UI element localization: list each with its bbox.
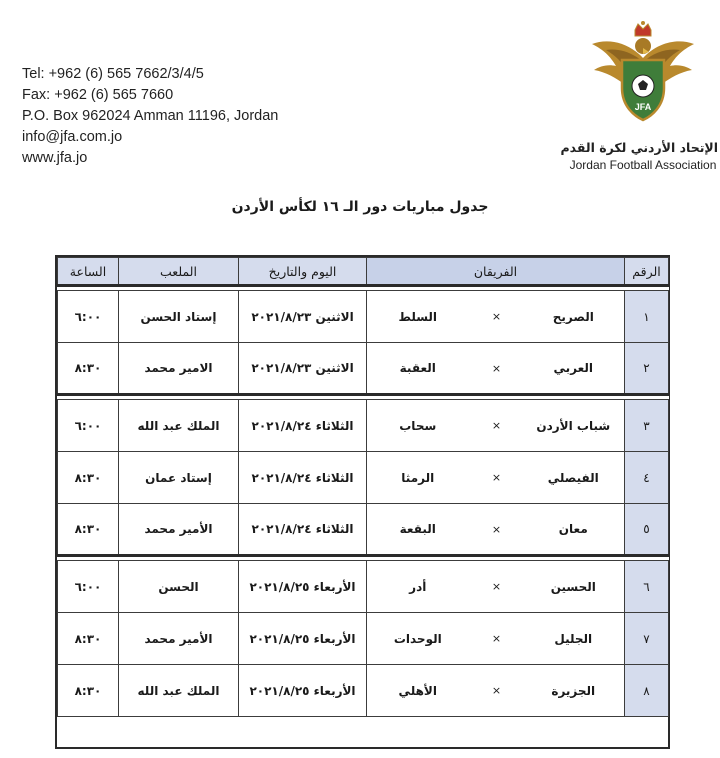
- table-row: [58, 400, 669, 452]
- header-date: اليوم والتاريخ: [239, 258, 367, 286]
- match-date: الثلاثاء ٢٠٢١/٨/٢٤: [239, 452, 367, 504]
- match-date: الاثنين ٢٠٢١/٨/٢٣: [239, 291, 367, 343]
- header-teams: الفريقان: [367, 258, 625, 286]
- home-team: شباب الأردن: [525, 400, 625, 452]
- versus-mark: ×: [469, 504, 525, 556]
- contact-info: [22, 64, 322, 169]
- contact-email: info@jfa.com.jo: [22, 129, 123, 145]
- home-team: الجليل: [525, 613, 625, 665]
- versus-mark: ×: [469, 561, 525, 613]
- match-time: ٨:٣٠: [58, 452, 119, 504]
- match-number: ٧: [625, 613, 669, 665]
- match-date: الأربعاء ٢٠٢١/٨/٢٥: [239, 561, 367, 613]
- contact-website: www.jfa.jo: [22, 150, 88, 166]
- match-number: ٥: [625, 504, 669, 556]
- header-time: الساعة: [58, 258, 119, 286]
- table-row: [58, 452, 669, 504]
- table-row: [58, 343, 669, 395]
- contact-tel: Tel: +962 (6) 565 7662/3/4/5: [22, 66, 204, 82]
- home-team: الصريح: [525, 291, 625, 343]
- match-number: ٤: [625, 452, 669, 504]
- page-title: جدول مباريات دور الـ ١٦ لكأس الأردن: [231, 199, 489, 215]
- match-time: ٨:٣٠: [58, 665, 119, 717]
- table-row: [58, 504, 669, 556]
- jfa-logo-block: [560, 20, 718, 185]
- jfa-eagle-logo-icon: [588, 20, 698, 130]
- versus-mark: ×: [469, 343, 525, 395]
- table-row: [58, 291, 669, 343]
- match-number: ٦: [625, 561, 669, 613]
- match-time: ٦:٠٠: [58, 291, 119, 343]
- match-venue: الحسن: [119, 561, 239, 613]
- jfa-logo-text: JFA: [634, 102, 652, 112]
- match-number: ٨: [625, 665, 669, 717]
- home-team: معان: [525, 504, 625, 556]
- match-schedule-table: [57, 257, 669, 717]
- home-team: العربي: [525, 343, 625, 395]
- match-number: ٣: [625, 400, 669, 452]
- home-team: الفيصلي: [525, 452, 625, 504]
- versus-mark: ×: [469, 613, 525, 665]
- table-row: [58, 561, 669, 613]
- match-date: الثلاثاء ٢٠٢١/٨/٢٤: [239, 400, 367, 452]
- away-team: سحاب: [367, 400, 469, 452]
- match-venue: إستاد عمان: [119, 452, 239, 504]
- match-date: الاثنين ٢٠٢١/٨/٢٣: [239, 343, 367, 395]
- versus-mark: ×: [469, 452, 525, 504]
- match-time: ٦:٠٠: [58, 400, 119, 452]
- contact-pobox: P.O. Box 962024 Amman 11196, Jordan: [22, 108, 279, 124]
- versus-mark: ×: [469, 400, 525, 452]
- table-row: [58, 665, 669, 717]
- away-team: أدر: [367, 561, 469, 613]
- match-number: ٢: [625, 343, 669, 395]
- away-team: السلط: [367, 291, 469, 343]
- match-venue: الأمير محمد: [119, 613, 239, 665]
- org-name-arabic: الإتحاد الأردني لكرة القدم: [560, 140, 718, 155]
- away-team: الوحدات: [367, 613, 469, 665]
- match-date: الثلاثاء ٢٠٢١/٨/٢٤: [239, 504, 367, 556]
- match-venue: الملك عبد الله: [119, 665, 239, 717]
- org-name-english: Jordan Football Association: [569, 158, 717, 172]
- away-team: العقبة: [367, 343, 469, 395]
- match-venue: الامير محمد: [119, 343, 239, 395]
- match-time: ٨:٣٠: [58, 504, 119, 556]
- table-header-row: [58, 258, 669, 286]
- away-team: البقعة: [367, 504, 469, 556]
- table-body: [58, 286, 669, 717]
- match-date: الأربعاء ٢٠٢١/٨/٢٥: [239, 613, 367, 665]
- home-team: الحسين: [525, 561, 625, 613]
- header-venue: الملعب: [119, 258, 239, 286]
- match-venue: الملك عبد الله: [119, 400, 239, 452]
- away-team: الرمثا: [367, 452, 469, 504]
- home-team: الجزيرة: [525, 665, 625, 717]
- contact-fax: Fax: +962 (6) 565 7660: [22, 87, 174, 103]
- match-time: ٦:٠٠: [58, 561, 119, 613]
- table-row: [58, 613, 669, 665]
- versus-mark: ×: [469, 291, 525, 343]
- versus-mark: ×: [469, 665, 525, 717]
- match-date: الأربعاء ٢٠٢١/٨/٢٥: [239, 665, 367, 717]
- header-number: الرقم: [625, 258, 669, 286]
- match-time: ٨:٣٠: [58, 613, 119, 665]
- match-venue: إستاد الحسن: [119, 291, 239, 343]
- match-number: ١: [625, 291, 669, 343]
- match-time: ٨:٣٠: [58, 343, 119, 395]
- away-team: الأهلي: [367, 665, 469, 717]
- match-venue: الأمير محمد: [119, 504, 239, 556]
